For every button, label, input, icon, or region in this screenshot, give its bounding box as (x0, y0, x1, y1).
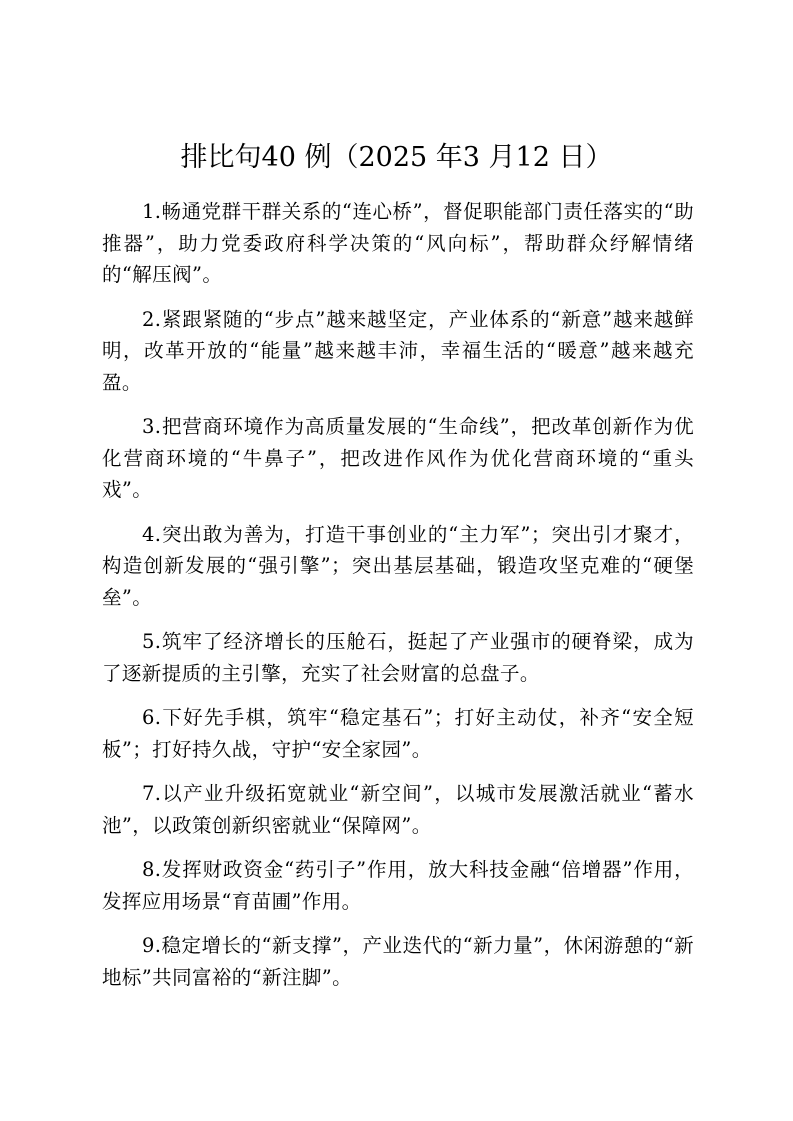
list-item (102, 702, 694, 765)
list-item (102, 411, 694, 506)
item-number: 9. (142, 934, 162, 957)
item-number: 7. (142, 782, 162, 805)
item-number: 2. (142, 307, 162, 331)
item-text: 突出敢为善为，打造干事创业的“主力军”；突出引才聚才，构造创新发展的“强引擎”；突出基层基础，锻造攻坚克难的“硬堡垒”。 (102, 522, 694, 609)
item-text: 稳定增长的“新支撑”，产业迭代的“新力量”，休闲游憩的“新地标”共同富裕的“新注脚”。 (102, 934, 694, 989)
item-number: 6. (142, 706, 162, 729)
item-text: 紧跟紧随的“步点”越来越坚定，产业体系的“新意”越来越鲜明，改革开放的“能量”越来越丰沛，幸福生活的“暖意”越来越充盈。 (102, 307, 694, 394)
item-number: 8. (142, 858, 162, 881)
list-item (102, 304, 694, 399)
list-item (102, 626, 694, 689)
item-text: 以产业升级拓宽就业“新空间”，以城市发展激活就业“蓄水池”，以政策创新织密就业“保障网”。 (102, 782, 694, 837)
list-item (102, 930, 694, 993)
list-item (102, 778, 694, 841)
list-item (102, 519, 694, 614)
item-text: 把营商环境作为高质量发展的“生命线”，把改革创新作为优化营商环境的“牛鼻子”，把改进作风作为优化营商环境的“重头戏”。 (102, 415, 694, 501)
list-item (102, 854, 694, 917)
item-number: 3. (142, 415, 162, 438)
document-body (102, 196, 694, 1006)
item-text: 下好先手棋，筑牢“稳定基石”；打好主动仗，补齐“安全短板”；打好持久战，守护“安全家园”。 (102, 706, 694, 761)
list-item (102, 196, 694, 291)
item-text: 筑牢了经济增长的压舱石，挺起了产业强市的硬脊梁，成为了逐新提质的主引擎，充实了社会财富的总盘子。 (102, 630, 694, 685)
item-number: 4. (142, 522, 162, 546)
item-text: 发挥财政资金“药引子”作用，放大科技金融“倍增器”作用，发挥应用场景“育苗圃”作用。 (102, 858, 694, 913)
document-title: 排比句40 例（2025 年3 月12 日） (180, 142, 613, 173)
item-text: 畅通党群干群关系的“连心桥”，督促职能部门责任落实的“助推器”，助力党委政府科学决策的“风向标”，帮助群众纾解情绪的“解压阀”。 (102, 200, 694, 286)
item-number: 5. (142, 630, 162, 653)
item-number: 1. (142, 200, 162, 223)
